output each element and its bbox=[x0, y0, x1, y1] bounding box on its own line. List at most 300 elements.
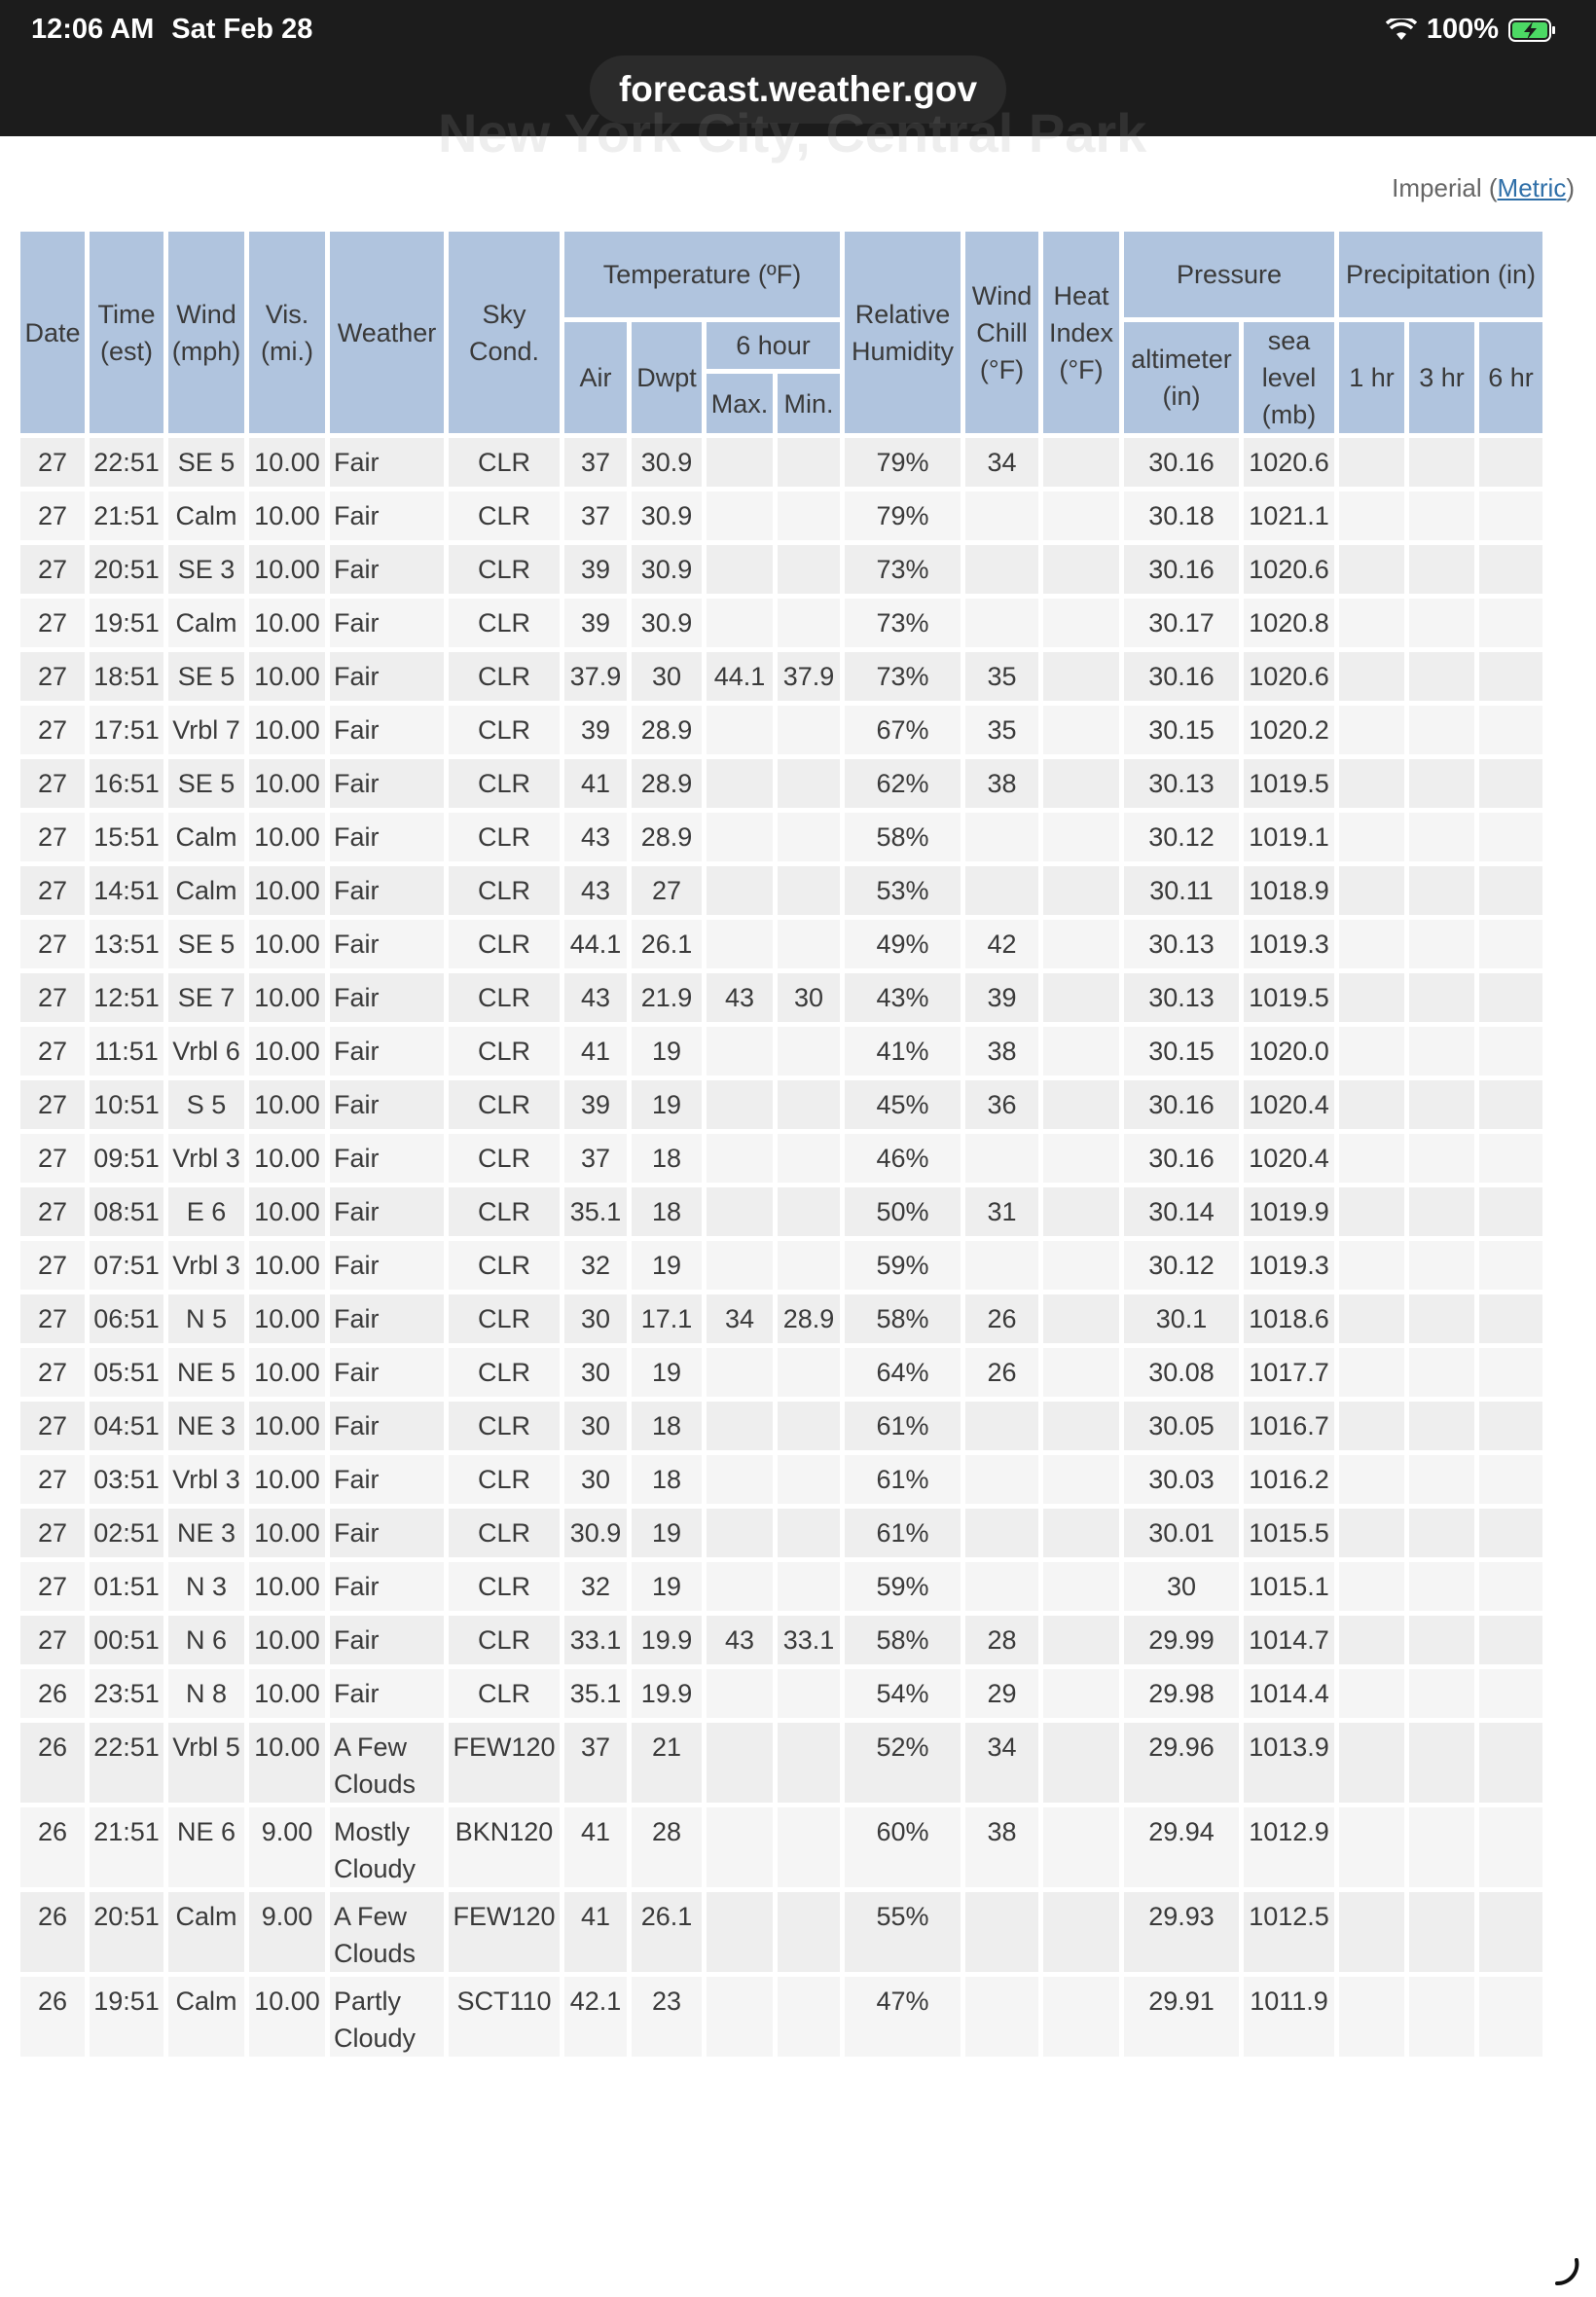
cell-six-hour-min bbox=[778, 1892, 840, 1972]
cell-heat-index bbox=[1043, 866, 1119, 915]
cell-sea-level-pressure: 1021.1 bbox=[1244, 492, 1334, 540]
cell-six-hour-min bbox=[778, 706, 840, 754]
cell-sky-cond: FEW120 bbox=[449, 1723, 560, 1803]
cell-time: 11:51 bbox=[90, 1027, 163, 1076]
table-row bbox=[20, 1294, 1542, 1343]
cell-precip-1hr bbox=[1339, 706, 1404, 754]
cell-heat-index bbox=[1043, 706, 1119, 754]
cell-precip-1hr bbox=[1339, 920, 1404, 968]
cell-altimeter: 30.15 bbox=[1124, 1027, 1239, 1076]
table-row bbox=[20, 652, 1542, 701]
cell-wind: NE 6 bbox=[168, 1807, 244, 1887]
cell-wind-chill bbox=[965, 1977, 1038, 2057]
cell-six-hour-max: 34 bbox=[707, 1294, 773, 1343]
cell-wind-chill bbox=[965, 813, 1038, 861]
cell-weather: Fair bbox=[330, 652, 444, 701]
cell-precip-6hr bbox=[1479, 920, 1542, 968]
cell-altimeter: 29.94 bbox=[1124, 1807, 1239, 1887]
table-row bbox=[20, 1977, 1542, 2057]
table-row bbox=[20, 1509, 1542, 1557]
cell-precip-1hr bbox=[1339, 1027, 1404, 1076]
cell-sea-level-pressure: 1019.5 bbox=[1244, 973, 1334, 1022]
cell-wind: Calm bbox=[168, 813, 244, 861]
cell-six-hour-max bbox=[707, 1187, 773, 1236]
cell-sea-level-pressure: 1016.2 bbox=[1244, 1455, 1334, 1504]
cell-wind-chill: 31 bbox=[965, 1187, 1038, 1236]
table-row bbox=[20, 866, 1542, 915]
imperial-label: Imperial bbox=[1392, 173, 1482, 202]
cell-weather: Fair bbox=[330, 1669, 444, 1718]
cell-precip-6hr bbox=[1479, 1509, 1542, 1557]
cell-six-hour-min bbox=[778, 1348, 840, 1397]
cell-dewpoint: 19 bbox=[632, 1027, 702, 1076]
cell-date: 27 bbox=[20, 920, 85, 968]
cell-visibility: 10.00 bbox=[249, 973, 325, 1022]
cell-dewpoint: 28 bbox=[632, 1807, 702, 1887]
cell-six-hour-max bbox=[707, 1080, 773, 1129]
cell-precip-6hr bbox=[1479, 1294, 1542, 1343]
cell-precip-3hr bbox=[1409, 1977, 1474, 2057]
cell-precip-6hr bbox=[1479, 1892, 1542, 1972]
cell-six-hour-min bbox=[778, 1027, 840, 1076]
cell-heat-index bbox=[1043, 759, 1119, 808]
cell-wind: Vrbl 5 bbox=[168, 1723, 244, 1803]
col-precip-1hr: 1 hr bbox=[1339, 322, 1404, 433]
cell-six-hour-max bbox=[707, 813, 773, 861]
cell-altimeter: 30.11 bbox=[1124, 866, 1239, 915]
col-time: Time (est) bbox=[90, 232, 163, 433]
cell-humidity: 61% bbox=[845, 1455, 961, 1504]
cell-weather: Fair bbox=[330, 1562, 444, 1611]
cell-date: 27 bbox=[20, 973, 85, 1022]
cell-air-temp: 37 bbox=[564, 1134, 627, 1183]
metric-link[interactable]: Metric bbox=[1497, 173, 1567, 202]
cell-wind-chill: 28 bbox=[965, 1616, 1038, 1664]
cell-time: 18:51 bbox=[90, 652, 163, 701]
cell-air-temp: 44.1 bbox=[564, 920, 627, 968]
observations-table bbox=[16, 227, 1547, 2061]
table-row bbox=[20, 920, 1542, 968]
cell-visibility: 10.00 bbox=[249, 1562, 325, 1611]
cell-six-hour-min bbox=[778, 1669, 840, 1718]
cell-weather: Fair bbox=[330, 1509, 444, 1557]
cell-time: 02:51 bbox=[90, 1509, 163, 1557]
cell-altimeter: 29.99 bbox=[1124, 1616, 1239, 1664]
cell-humidity: 45% bbox=[845, 1080, 961, 1129]
cell-date: 27 bbox=[20, 1294, 85, 1343]
cell-heat-index bbox=[1043, 1080, 1119, 1129]
cell-time: 16:51 bbox=[90, 759, 163, 808]
cell-weather: Fair bbox=[330, 1027, 444, 1076]
url-bar[interactable] bbox=[590, 55, 1006, 124]
cell-precip-3hr bbox=[1409, 1027, 1474, 1076]
cell-precip-3hr bbox=[1409, 1402, 1474, 1450]
cell-six-hour-max bbox=[707, 545, 773, 594]
cell-sky-cond: CLR bbox=[449, 1294, 560, 1343]
cell-sky-cond: CLR bbox=[449, 866, 560, 915]
cell-weather: Fair bbox=[330, 813, 444, 861]
cell-wind-chill: 38 bbox=[965, 759, 1038, 808]
cell-dewpoint: 30 bbox=[632, 652, 702, 701]
cell-weather: Partly Cloudy bbox=[330, 1977, 444, 2057]
cell-dewpoint: 28.9 bbox=[632, 706, 702, 754]
cell-six-hour-min bbox=[778, 759, 840, 808]
cell-wind: NE 5 bbox=[168, 1348, 244, 1397]
cell-air-temp: 41 bbox=[564, 759, 627, 808]
cell-six-hour-max bbox=[707, 1562, 773, 1611]
cell-precip-3hr bbox=[1409, 1187, 1474, 1236]
cell-visibility: 10.00 bbox=[249, 1241, 325, 1290]
cell-sky-cond: FEW120 bbox=[449, 1892, 560, 1972]
cell-six-hour-min: 30 bbox=[778, 973, 840, 1022]
cell-air-temp: 32 bbox=[564, 1241, 627, 1290]
cell-visibility: 10.00 bbox=[249, 759, 325, 808]
cell-air-temp: 37.9 bbox=[564, 652, 627, 701]
cell-altimeter: 30.08 bbox=[1124, 1348, 1239, 1397]
cell-precip-6hr bbox=[1479, 1562, 1542, 1611]
cell-dewpoint: 30.9 bbox=[632, 545, 702, 594]
cell-wind-chill: 36 bbox=[965, 1080, 1038, 1129]
cell-date: 27 bbox=[20, 866, 85, 915]
cell-precip-6hr bbox=[1479, 1455, 1542, 1504]
table-row bbox=[20, 1348, 1542, 1397]
cell-precip-6hr bbox=[1479, 759, 1542, 808]
cell-wind: NE 3 bbox=[168, 1402, 244, 1450]
units-toggle: Imperial (Metric) bbox=[1392, 173, 1575, 202]
url-text: forecast.weather.gov bbox=[618, 69, 978, 109]
cell-six-hour-max bbox=[707, 1134, 773, 1183]
cell-time: 10:51 bbox=[90, 1080, 163, 1129]
cell-visibility: 10.00 bbox=[249, 1187, 325, 1236]
table-row bbox=[20, 599, 1542, 647]
cell-precip-1hr bbox=[1339, 1616, 1404, 1664]
cell-wind-chill bbox=[965, 1241, 1038, 1290]
cell-heat-index bbox=[1043, 1977, 1119, 2057]
cell-six-hour-max bbox=[707, 1977, 773, 2057]
cell-wind: Vrbl 6 bbox=[168, 1027, 244, 1076]
cell-humidity: 55% bbox=[845, 1892, 961, 1972]
cell-wind: E 6 bbox=[168, 1187, 244, 1236]
cell-precip-1hr bbox=[1339, 813, 1404, 861]
cell-precip-1hr bbox=[1339, 1807, 1404, 1887]
cell-dewpoint: 21.9 bbox=[632, 973, 702, 1022]
cell-air-temp: 43 bbox=[564, 813, 627, 861]
cell-six-hour-min: 37.9 bbox=[778, 652, 840, 701]
cell-wind-chill bbox=[965, 599, 1038, 647]
cell-sky-cond: CLR bbox=[449, 599, 560, 647]
cell-time: 21:51 bbox=[90, 1807, 163, 1887]
cell-date: 27 bbox=[20, 1134, 85, 1183]
cell-weather: Fair bbox=[330, 973, 444, 1022]
status-bar bbox=[0, 0, 1596, 136]
cell-precip-6hr bbox=[1479, 1807, 1542, 1887]
cell-altimeter: 30.12 bbox=[1124, 1241, 1239, 1290]
cell-air-temp: 30 bbox=[564, 1348, 627, 1397]
cell-heat-index bbox=[1043, 1562, 1119, 1611]
cell-sea-level-pressure: 1018.9 bbox=[1244, 866, 1334, 915]
cell-precip-6hr bbox=[1479, 1080, 1542, 1129]
cell-six-hour-max bbox=[707, 866, 773, 915]
cell-six-hour-max bbox=[707, 1027, 773, 1076]
cell-six-hour-min bbox=[778, 438, 840, 487]
cell-six-hour-max bbox=[707, 706, 773, 754]
cell-altimeter: 30.16 bbox=[1124, 1134, 1239, 1183]
table-row bbox=[20, 1723, 1542, 1803]
cell-date: 26 bbox=[20, 1807, 85, 1887]
cell-precip-3hr bbox=[1409, 1455, 1474, 1504]
cell-six-hour-max: 43 bbox=[707, 973, 773, 1022]
cell-wind-chill: 35 bbox=[965, 652, 1038, 701]
cell-humidity: 52% bbox=[845, 1723, 961, 1803]
cell-altimeter: 30.01 bbox=[1124, 1509, 1239, 1557]
cell-wind: N 3 bbox=[168, 1562, 244, 1611]
cell-time: 20:51 bbox=[90, 545, 163, 594]
cell-precip-1hr bbox=[1339, 1134, 1404, 1183]
cell-altimeter: 29.96 bbox=[1124, 1723, 1239, 1803]
cell-sea-level-pressure: 1014.4 bbox=[1244, 1669, 1334, 1718]
cell-sky-cond: CLR bbox=[449, 1134, 560, 1183]
cell-heat-index bbox=[1043, 1027, 1119, 1076]
cell-sky-cond: CLR bbox=[449, 1027, 560, 1076]
cell-sea-level-pressure: 1019.1 bbox=[1244, 813, 1334, 861]
col-date: Date bbox=[20, 232, 85, 433]
cell-date: 27 bbox=[20, 1080, 85, 1129]
cell-dewpoint: 23 bbox=[632, 1977, 702, 2057]
cell-humidity: 61% bbox=[845, 1509, 961, 1557]
cell-six-hour-max bbox=[707, 599, 773, 647]
cell-air-temp: 39 bbox=[564, 1080, 627, 1129]
cell-precip-3hr bbox=[1409, 438, 1474, 487]
cell-time: 09:51 bbox=[90, 1134, 163, 1183]
cell-six-hour-max bbox=[707, 492, 773, 540]
cell-sky-cond: CLR bbox=[449, 1616, 560, 1664]
cell-heat-index bbox=[1043, 652, 1119, 701]
cell-visibility: 10.00 bbox=[249, 706, 325, 754]
cell-sea-level-pressure: 1013.9 bbox=[1244, 1723, 1334, 1803]
cell-wind-chill bbox=[965, 1562, 1038, 1611]
cell-six-hour-max bbox=[707, 1807, 773, 1887]
cell-sky-cond: CLR bbox=[449, 1187, 560, 1236]
cell-date: 26 bbox=[20, 1723, 85, 1803]
cell-visibility: 10.00 bbox=[249, 920, 325, 968]
cell-sea-level-pressure: 1019.9 bbox=[1244, 1187, 1334, 1236]
cell-precip-3hr bbox=[1409, 759, 1474, 808]
cell-heat-index bbox=[1043, 1241, 1119, 1290]
cell-six-hour-min bbox=[778, 920, 840, 968]
table-row bbox=[20, 1241, 1542, 1290]
cell-sea-level-pressure: 1020.0 bbox=[1244, 1027, 1334, 1076]
col-precipitation: Precipitation (in) bbox=[1339, 232, 1542, 317]
table-row bbox=[20, 706, 1542, 754]
cell-altimeter: 30.16 bbox=[1124, 545, 1239, 594]
table-row bbox=[20, 759, 1542, 808]
cell-wind: N 6 bbox=[168, 1616, 244, 1664]
cell-wind: SE 5 bbox=[168, 920, 244, 968]
cell-humidity: 50% bbox=[845, 1187, 961, 1236]
cell-altimeter: 30.18 bbox=[1124, 492, 1239, 540]
cell-heat-index bbox=[1043, 1455, 1119, 1504]
cell-altimeter: 30.16 bbox=[1124, 1080, 1239, 1129]
cell-wind-chill: 26 bbox=[965, 1294, 1038, 1343]
cell-six-hour-min: 28.9 bbox=[778, 1294, 840, 1343]
table-row bbox=[20, 1669, 1542, 1718]
cell-air-temp: 43 bbox=[564, 973, 627, 1022]
cell-visibility: 10.00 bbox=[249, 813, 325, 861]
cell-weather: Mostly Cloudy bbox=[330, 1807, 444, 1887]
cell-altimeter: 29.98 bbox=[1124, 1669, 1239, 1718]
cell-humidity: 79% bbox=[845, 438, 961, 487]
cell-six-hour-min bbox=[778, 1807, 840, 1887]
cell-wind: NE 3 bbox=[168, 1509, 244, 1557]
cell-sea-level-pressure: 1020.6 bbox=[1244, 652, 1334, 701]
cell-time: 17:51 bbox=[90, 706, 163, 754]
cell-humidity: 46% bbox=[845, 1134, 961, 1183]
col-temperature: Temperature (ºF) bbox=[564, 232, 840, 317]
cell-weather: Fair bbox=[330, 759, 444, 808]
cell-wind: Vrbl 7 bbox=[168, 706, 244, 754]
col-altimeter: altimeter (in) bbox=[1124, 322, 1239, 433]
cell-precip-6hr bbox=[1479, 1669, 1542, 1718]
cell-wind: SE 7 bbox=[168, 973, 244, 1022]
cell-humidity: 58% bbox=[845, 813, 961, 861]
cell-humidity: 62% bbox=[845, 759, 961, 808]
cell-precip-1hr bbox=[1339, 1294, 1404, 1343]
col-visibility: Vis. (mi.) bbox=[249, 232, 325, 433]
cell-altimeter: 30.16 bbox=[1124, 438, 1239, 487]
cell-sky-cond: CLR bbox=[449, 1402, 560, 1450]
cell-six-hour-max bbox=[707, 1402, 773, 1450]
table-row bbox=[20, 1807, 1542, 1887]
cell-precip-3hr bbox=[1409, 492, 1474, 540]
cell-visibility: 9.00 bbox=[249, 1892, 325, 1972]
col-max: Max. bbox=[707, 374, 773, 433]
cell-precip-1hr bbox=[1339, 973, 1404, 1022]
cell-heat-index bbox=[1043, 599, 1119, 647]
cell-sea-level-pressure: 1019.3 bbox=[1244, 920, 1334, 968]
cell-air-temp: 37 bbox=[564, 492, 627, 540]
cell-six-hour-max bbox=[707, 759, 773, 808]
cell-humidity: 64% bbox=[845, 1348, 961, 1397]
cell-precip-3hr bbox=[1409, 652, 1474, 701]
cell-sky-cond: CLR bbox=[449, 973, 560, 1022]
cell-time: 14:51 bbox=[90, 866, 163, 915]
cell-time: 12:51 bbox=[90, 973, 163, 1022]
table-row bbox=[20, 545, 1542, 594]
cell-dewpoint: 30.9 bbox=[632, 492, 702, 540]
cell-six-hour-min bbox=[778, 1509, 840, 1557]
cell-visibility: 10.00 bbox=[249, 1616, 325, 1664]
cell-altimeter: 30.12 bbox=[1124, 813, 1239, 861]
cell-humidity: 53% bbox=[845, 866, 961, 915]
cell-sky-cond: CLR bbox=[449, 652, 560, 701]
cell-date: 26 bbox=[20, 1892, 85, 1972]
cell-sea-level-pressure: 1017.7 bbox=[1244, 1348, 1334, 1397]
cell-sky-cond: CLR bbox=[449, 438, 560, 487]
cell-sea-level-pressure: 1020.4 bbox=[1244, 1134, 1334, 1183]
cell-air-temp: 30 bbox=[564, 1455, 627, 1504]
cell-air-temp: 33.1 bbox=[564, 1616, 627, 1664]
cell-precip-3hr bbox=[1409, 1562, 1474, 1611]
cell-weather: Fair bbox=[330, 438, 444, 487]
cell-weather: Fair bbox=[330, 492, 444, 540]
cell-humidity: 60% bbox=[845, 1807, 961, 1887]
status-indicators bbox=[1386, 14, 1557, 46]
cell-time: 07:51 bbox=[90, 1241, 163, 1290]
cell-precip-6hr bbox=[1479, 1241, 1542, 1290]
cell-dewpoint: 28.9 bbox=[632, 813, 702, 861]
cell-visibility: 10.00 bbox=[249, 1669, 325, 1718]
cell-heat-index bbox=[1043, 1892, 1119, 1972]
cell-air-temp: 35.1 bbox=[564, 1187, 627, 1236]
cell-precip-6hr bbox=[1479, 866, 1542, 915]
cell-date: 27 bbox=[20, 492, 85, 540]
table-row bbox=[20, 1455, 1542, 1504]
table-row bbox=[20, 438, 1542, 487]
cell-altimeter: 30.14 bbox=[1124, 1187, 1239, 1236]
cell-wind-chill bbox=[965, 1134, 1038, 1183]
cell-precip-1hr bbox=[1339, 866, 1404, 915]
table-row bbox=[20, 973, 1542, 1022]
cell-humidity: 41% bbox=[845, 1027, 961, 1076]
cell-date: 27 bbox=[20, 438, 85, 487]
cell-dewpoint: 28.9 bbox=[632, 759, 702, 808]
cell-dewpoint: 17.1 bbox=[632, 1294, 702, 1343]
cell-humidity: 79% bbox=[845, 492, 961, 540]
cell-wind-chill: 34 bbox=[965, 438, 1038, 487]
cell-weather: A Few Clouds bbox=[330, 1723, 444, 1803]
cell-six-hour-min bbox=[778, 545, 840, 594]
cell-visibility: 9.00 bbox=[249, 1807, 325, 1887]
cell-air-temp: 30 bbox=[564, 1402, 627, 1450]
table-row bbox=[20, 492, 1542, 540]
cell-precip-1hr bbox=[1339, 1402, 1404, 1450]
col-sea-level: sea level (mb) bbox=[1244, 322, 1334, 433]
cell-air-temp: 39 bbox=[564, 599, 627, 647]
cell-precip-6hr bbox=[1479, 1402, 1542, 1450]
cell-heat-index bbox=[1043, 1348, 1119, 1397]
cell-wind: N 8 bbox=[168, 1669, 244, 1718]
cell-visibility: 10.00 bbox=[249, 866, 325, 915]
cell-sky-cond: CLR bbox=[449, 813, 560, 861]
cell-visibility: 10.00 bbox=[249, 1402, 325, 1450]
cell-six-hour-min bbox=[778, 1455, 840, 1504]
cell-humidity: 58% bbox=[845, 1294, 961, 1343]
cell-precip-6hr bbox=[1479, 438, 1542, 487]
cell-precip-6hr bbox=[1479, 1723, 1542, 1803]
col-wind: Wind (mph) bbox=[168, 232, 244, 433]
cell-date: 27 bbox=[20, 706, 85, 754]
cell-precip-6hr bbox=[1479, 652, 1542, 701]
cell-air-temp: 32 bbox=[564, 1562, 627, 1611]
cell-precip-1hr bbox=[1339, 438, 1404, 487]
col-six-hour: 6 hour bbox=[707, 322, 840, 369]
cell-sea-level-pressure: 1020.2 bbox=[1244, 706, 1334, 754]
cell-precip-1hr bbox=[1339, 492, 1404, 540]
cell-date: 27 bbox=[20, 1455, 85, 1504]
cell-six-hour-min bbox=[778, 599, 840, 647]
cell-sea-level-pressure: 1015.5 bbox=[1244, 1509, 1334, 1557]
cell-visibility: 10.00 bbox=[249, 1080, 325, 1129]
cell-precip-3hr bbox=[1409, 1241, 1474, 1290]
cell-sea-level-pressure: 1019.5 bbox=[1244, 759, 1334, 808]
cell-altimeter: 29.91 bbox=[1124, 1977, 1239, 2057]
cell-date: 27 bbox=[20, 1241, 85, 1290]
cell-time: 22:51 bbox=[90, 438, 163, 487]
cell-six-hour-max bbox=[707, 1509, 773, 1557]
cell-heat-index bbox=[1043, 1187, 1119, 1236]
cell-visibility: 10.00 bbox=[249, 438, 325, 487]
cell-precip-1hr bbox=[1339, 1669, 1404, 1718]
